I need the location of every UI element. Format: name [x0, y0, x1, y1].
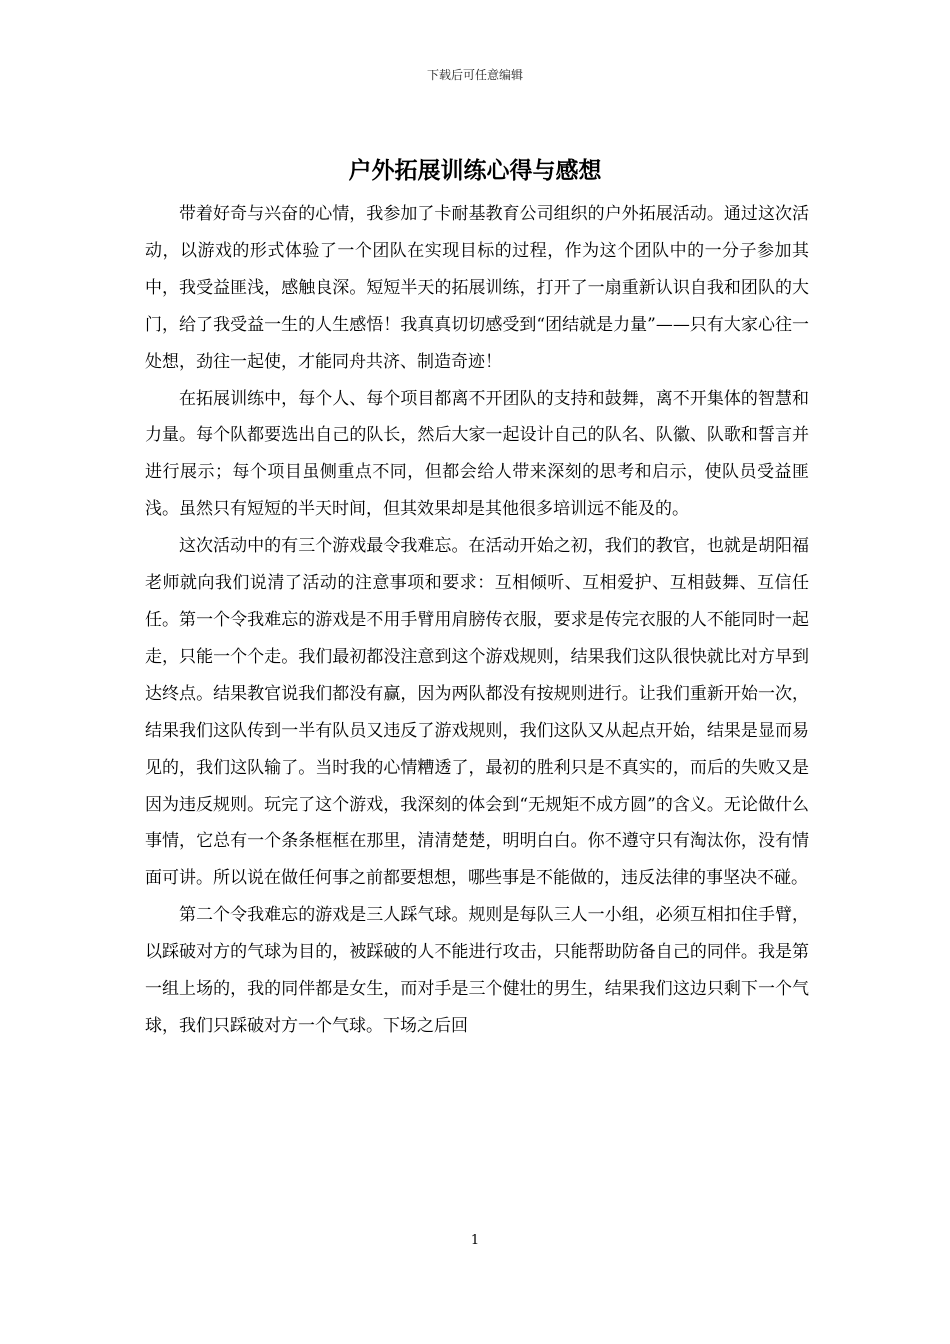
page-number: 1 — [470, 1233, 480, 1248]
body-paragraph-4: 第二个令我难忘的游戏是三人踩气球。规则是每队三人一小组，必须互相扣住手臂，以踩破对方的气球为目的，被踩破的人不能进行攻击，只能帮助防备自己的同伴。我是第一组上场的，我的同伴都是女生，而对手是三个健壮的男生，结果我们这边只剩下一个气球，我们只踩破对方一个气球。下场之后回 — [145, 905, 809, 1036]
document-title: 户外拓展训练心得与感想 — [348, 157, 602, 184]
body-paragraph-2: 在拓展训练中，每个人、每个项目都离不开团队的支持和鼓舞，离不开集体的智慧和力量。每个队都要选出自己的队长，然后大家一起设计自己的队名、队徽、队歌和誓言并进行展示；每个项目虽侧重点不同，但都会给人带来深刻的思考和启示，使队员受益匪浅。虽然只有短短的半天时间，但其效果却是其他很多培训远不能及的。 — [145, 388, 809, 520]
header-note: 下载后可任意编辑 — [426, 68, 523, 82]
body-paragraph-3: 这次活动中的有三个游戏最令我难忘。在活动开始之初，我们的教官，也就是胡阳福老师就向我们说清了活动的注意事项和要求：互相倾听、互相爱护、互相鼓舞、互信任任。第一个令我难忘的游戏是不用手臂用肩膀传衣服，要求是传完衣服的人不能同时一起走，只能一个个走。我们最初都没注意到这个游戏规则，结果我们这队很快就比对方早到达终点。结果教官说我们都没有赢，因为两队都没有按规则进行。让我们重新开始一次，结果我们这队传到一半有队员又违反了游戏规则，我们这队又从起点开始，结果是显而易见的，我们这队输了。当时我的心情糟透了，最初的胜利只是不真实的，而后的失败又是因为违反规则。玩完了这个游戏，我深刻的体会到“无规矩不成方圆”的含义。无论做什么事情，它总有一个条条框框在那里，清清楚楚，明明白白。你不遵守只有淘汰你，没有情面可讲。所以说在做任何事之前都要想想，哪些事是不能做的，违反法律的事坚决不碰。 — [145, 536, 809, 889]
body-paragraph-1: 带着好奇与兴奋的心情，我参加了卡耐基教育公司组织的户外拓展活动。通过这次活动，以游戏的形式体验了一个团队在实现目标的过程，作为这个团队中的一分子参加其中，我受益匪浅，感触良深。短短半天的拓展训练，打开了一扇重新认识自我和团队的大门，给了我受益一生的人生感悟！我真真切切感受到“团结就是力量”——只有大家心往一处想，劲往一起使，才能同舟共济、制造奇迹！ — [145, 204, 809, 372]
document-body — [145, 196, 809, 1045]
